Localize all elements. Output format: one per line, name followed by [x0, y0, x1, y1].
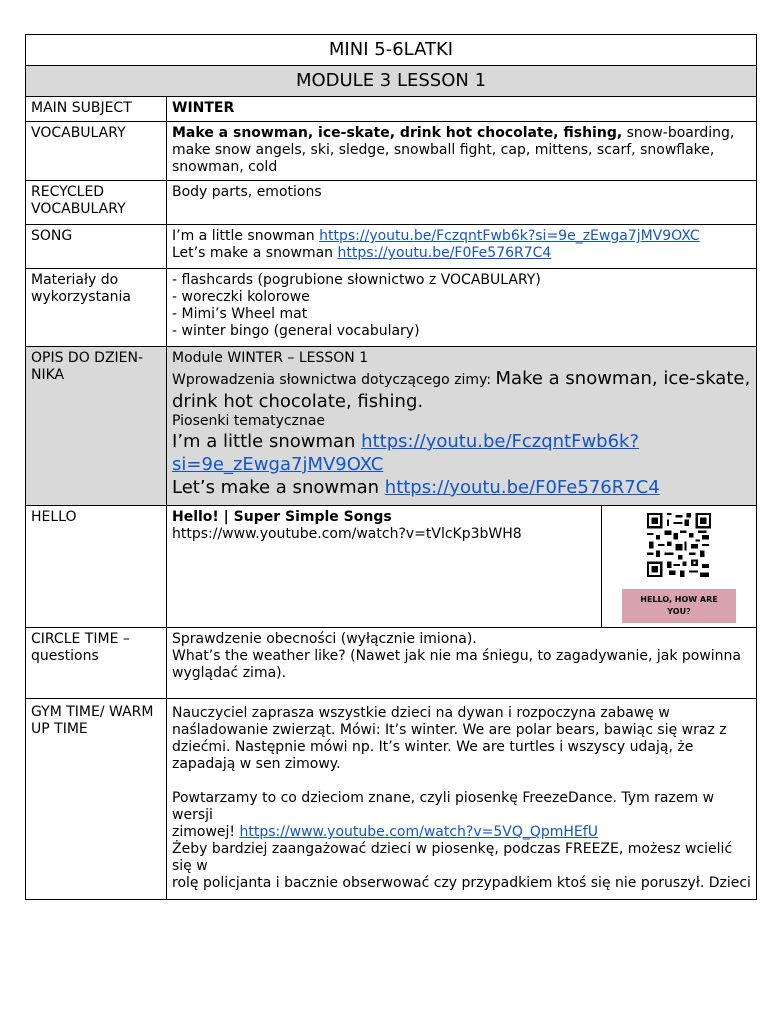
song-label: SONG: [26, 225, 167, 269]
journal-value: [167, 347, 757, 506]
materials-item: - flashcards (pogrubione słownictwo z VOCABULARY): [172, 272, 541, 288]
journal-songs-title: Piosenki tematycznae: [172, 413, 326, 429]
lesson-plan-table: [25, 34, 757, 900]
module-title: MODULE 3 LESSON 1: [26, 66, 757, 97]
row-materials: [26, 269, 757, 347]
vocabulary-label: VOCABULARY: [26, 122, 167, 181]
gym-gap: [172, 773, 751, 790]
circle-line2: What’s the weather like? (Nawet jak nie ma śniegu, to zagadywanie, jak powinna wyglądać zima).: [172, 648, 741, 681]
materials-item: - woreczki kolorowe: [172, 289, 310, 305]
row-recycled: [26, 181, 757, 225]
journal-label: OPIS DO DZIEN-NIKA: [26, 347, 167, 506]
hello-song-url[interactable]: https://www.youtube.com/watch?v=tVlcKp3bWH8: [172, 526, 522, 542]
song-value: [167, 225, 757, 269]
page-title: MINI 5-6LATKI: [26, 35, 757, 66]
subtitle-row: [26, 66, 757, 97]
qr-code-icon[interactable]: [645, 513, 713, 577]
journal-song2-text: Let’s make a snowman: [172, 477, 385, 498]
hello-song-title: Hello! | Super Simple Songs: [172, 509, 392, 525]
vocabulary-rest: snow-boarding, make snow angels, ski, sledge, snowball fight, cap, mittens, scarf, snowflake, snowman, cold: [172, 125, 735, 175]
journal-song2-link[interactable]: https://youtu.be/F0Fe576R7C4: [384, 477, 660, 498]
row-hello: [26, 506, 757, 628]
main-subject-label: MAIN SUBJECT: [26, 97, 167, 122]
song2-link[interactable]: https://youtu.be/F0Fe576R7C4: [337, 245, 552, 261]
song1-link[interactable]: https://youtu.be/FczqntFwb6k?si=9e_zEwga7jMV9OXC: [319, 228, 700, 244]
gym-paragraph-1: Nauczyciel zaprasza wszystkie dzieci na dywan i rozpoczyna zabawę w naśladowanie zwierząt. Mówi: It’s winter. We are polar bears, bawiąc się wraz z dziećmi. Następnie mówi np. It’s winter. We are turtles i wszyscy udają, że zapadają w sen zimowy.: [172, 705, 727, 772]
circle-value: [167, 628, 757, 699]
gym-paragraph-3b: rolę policjanta i bacznie obserwować czy przypadkiem ktoś się nie poruszył. Dzieci: [172, 875, 751, 891]
materials-item: - Mimi’s Wheel mat: [172, 306, 308, 322]
song2-text: Let’s make a snowman: [172, 245, 338, 261]
hello-value: [167, 506, 602, 628]
journal-intro-vocab: Make a snowman, ice-skate, drink hot chocolate, fishing.: [172, 368, 751, 412]
row-journal: [26, 347, 757, 506]
circle-line1: Sprawdzenie obecności (wyłącznie imiona).: [172, 631, 477, 647]
journal-song1-text: I’m a little snowman: [172, 431, 362, 452]
journal-song1-link[interactable]: https://youtu.be/FczqntFwb6k?si=9e_zEwga7jMV9OXC: [172, 431, 640, 475]
recycled-label: RECYCLED VOCABULARY: [26, 181, 167, 225]
circle-label: CIRCLE TIME – questions: [26, 628, 167, 699]
gym-paragraph-2b: zimowej!: [172, 824, 240, 840]
hello-label: HELLO: [26, 506, 167, 628]
title-row: [26, 35, 757, 66]
row-vocabulary: [26, 122, 757, 181]
row-circle-time: [26, 628, 757, 699]
materials-label: Materiały do wykorzystania: [26, 269, 167, 347]
vocabulary-value: [167, 122, 757, 181]
hello-badge: HELLO, HOW ARE YOU?: [622, 589, 736, 623]
row-song: [26, 225, 757, 269]
materials-item: - winter bingo (general vocabulary): [172, 323, 420, 339]
hello-media-cell: [602, 506, 757, 628]
freeze-dance-link[interactable]: https://www.youtube.com/watch?v=5VQ_QpmHEfU: [239, 824, 598, 840]
gym-value: [167, 699, 757, 900]
row-gym-time: [26, 699, 757, 900]
journal-intro: Wprowadzenia słownictwa dotyczącego zimy:: [172, 372, 496, 388]
main-subject-text: WINTER: [172, 100, 235, 116]
gym-label: GYM TIME/ WARM UP TIME: [26, 699, 167, 900]
recycled-value: Body parts, emotions: [167, 181, 757, 225]
journal-line1: Module WINTER – LESSON 1: [172, 350, 369, 366]
main-subject-value: [167, 97, 757, 122]
vocabulary-bold: Make a snowman, ice-skate, drink hot chocolate, fishing,: [172, 125, 623, 141]
gym-paragraph-2a: Powtarzamy to co dzieciom znane, czyli piosenkę FreezeDance. Tym razem w wersji: [172, 790, 715, 823]
materials-value: [167, 269, 757, 347]
song1-text: I’m a little snowman: [172, 228, 320, 244]
row-main-subject: [26, 97, 757, 122]
gym-paragraph-3a: Żeby bardziej zaangażować dzieci w piosenkę, podczas FREEZE, możesz wcielić się w: [172, 841, 733, 874]
